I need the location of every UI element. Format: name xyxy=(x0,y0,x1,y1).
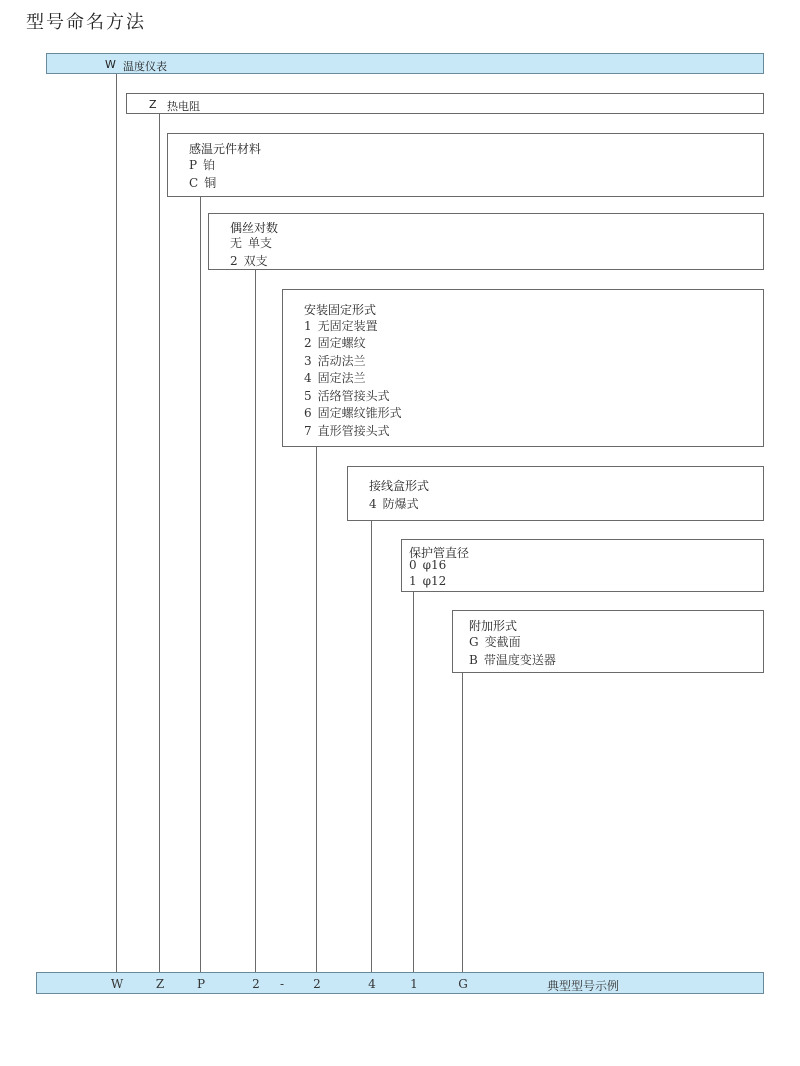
list-item: 1 无固定装置 xyxy=(304,319,378,333)
example-char-z: Z xyxy=(155,977,165,991)
list-item: B 带温度变送器 xyxy=(469,653,556,667)
title-mounting: 安装固定形式 xyxy=(304,303,377,317)
example-char-w: W xyxy=(110,977,124,991)
header-bar-w xyxy=(46,53,764,74)
title-material: 感温元件材料 xyxy=(189,142,262,156)
list-item: 6 固定螺纹锥形式 xyxy=(304,406,402,420)
example-char-dash: - xyxy=(279,977,285,991)
list-item: 无 单支 xyxy=(230,236,273,250)
code-w: W xyxy=(105,58,116,71)
box-material xyxy=(167,133,764,197)
list-item: 2 固定螺纹 xyxy=(304,336,366,350)
title-diameter: 保护管直径 xyxy=(409,546,470,560)
connector-line-diameter xyxy=(413,591,414,973)
example-label: 典型型号示例 xyxy=(546,979,620,993)
title-additional: 附加形式 xyxy=(469,619,518,633)
list-item: C 铜 xyxy=(189,176,217,190)
list-item: 4 固定法兰 xyxy=(304,371,366,385)
page-title: 型号命名方法 xyxy=(26,12,146,33)
box-junction xyxy=(347,466,764,521)
list-item: 1 φ12 xyxy=(409,574,447,588)
example-char-4: 4 xyxy=(368,977,376,991)
list-item: 5 活络管接头式 xyxy=(304,389,390,403)
example-char-2b: 2 xyxy=(313,977,321,991)
list-item: 3 活动法兰 xyxy=(304,354,366,368)
connector-line-w xyxy=(116,73,117,973)
list-item: 4 防爆式 xyxy=(369,497,419,511)
bar-z xyxy=(126,93,764,114)
connector-line-material xyxy=(200,196,201,973)
list-item: P 铂 xyxy=(189,158,216,172)
box-pairs xyxy=(208,213,764,270)
list-item: G 变截面 xyxy=(469,635,521,649)
list-item: 7 直形管接头式 xyxy=(304,424,390,438)
code-z: Z xyxy=(149,98,157,111)
connector-line-junction xyxy=(371,520,372,973)
connector-line-z xyxy=(159,113,160,973)
title-junction: 接线盒形式 xyxy=(369,479,430,493)
example-char-2: 2 xyxy=(252,977,260,991)
example-char-p: P xyxy=(196,977,206,991)
box-mounting xyxy=(282,289,764,447)
title-pairs: 偶丝对数 xyxy=(230,221,279,235)
connector-line-mounting xyxy=(316,446,317,973)
example-char-g: G xyxy=(458,977,468,991)
list-item: 2 双支 xyxy=(230,254,268,268)
example-char-1: 1 xyxy=(410,977,418,991)
connector-line-additional xyxy=(462,672,463,973)
box-diameter xyxy=(401,539,764,592)
box-additional xyxy=(452,610,764,673)
example-bar xyxy=(36,972,764,994)
label-w: 温度仪表 xyxy=(123,60,167,73)
list-item: 0 φ16 xyxy=(409,558,447,572)
label-z: 热电阻 xyxy=(167,100,200,113)
connector-line-pairs xyxy=(255,269,256,973)
